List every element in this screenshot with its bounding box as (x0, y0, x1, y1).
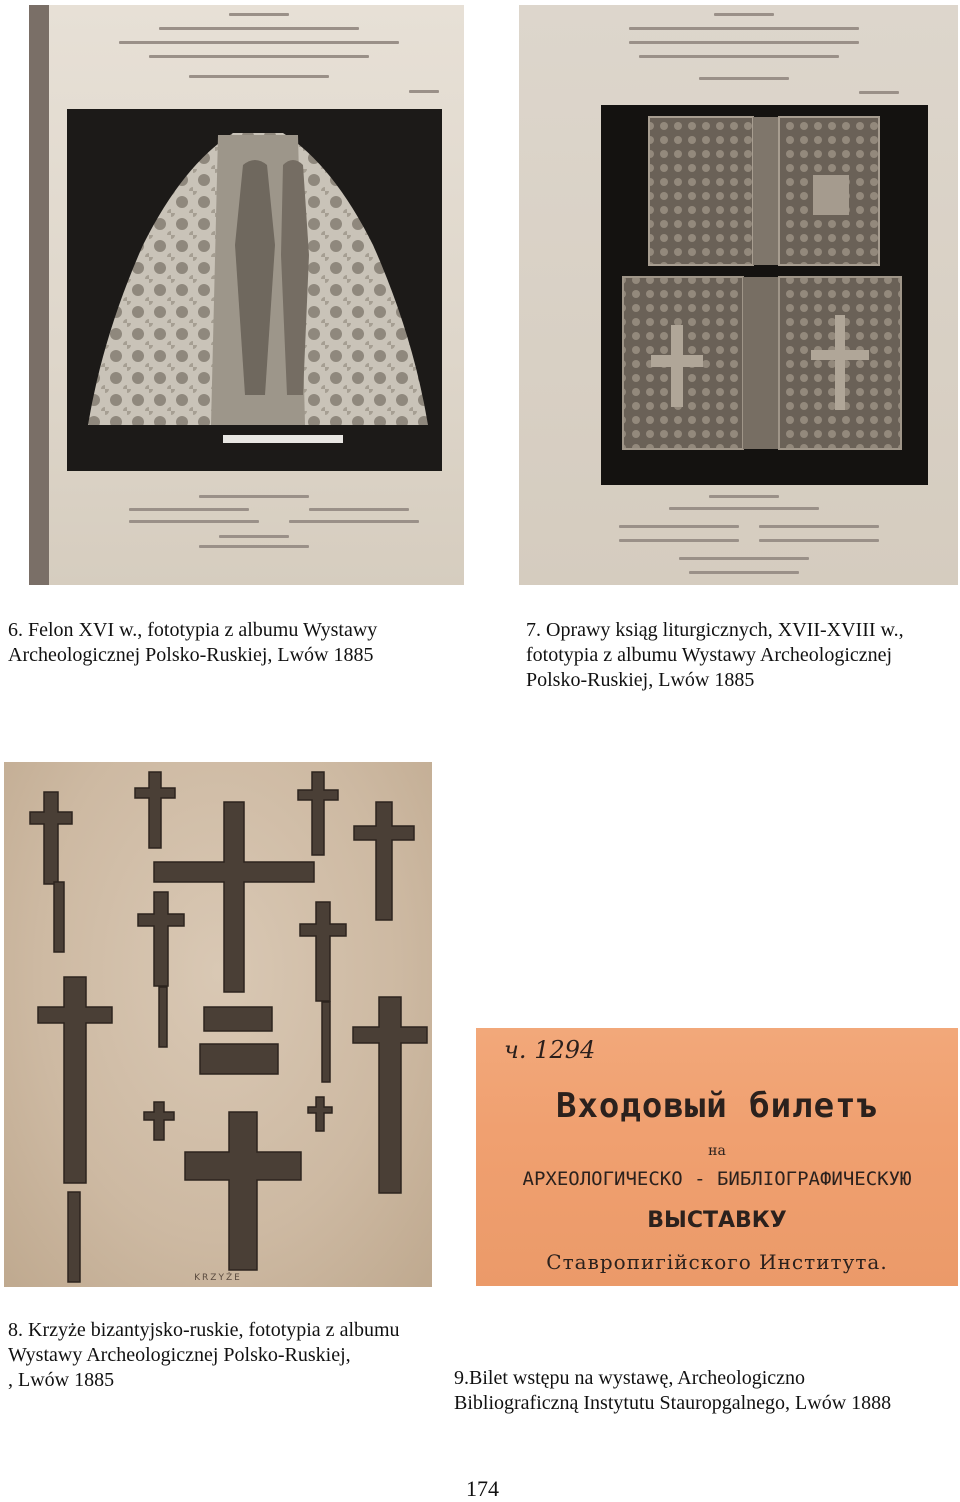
ticket-title: Входовый билетъ (555, 1086, 879, 1126)
caption-6: 6. Felon XVI w., fototypia z albumu Wystawy Archeologicznej Polsko-Ruskiej, Lwów 1885 (8, 619, 378, 666)
photo-crosses (4, 762, 432, 1287)
ticket-institute: Ставропигійского Института. (546, 1250, 888, 1274)
page-number: 174 (466, 1476, 499, 1501)
felon-vestment-image (83, 125, 433, 455)
crosses-image (4, 762, 432, 1287)
photo-bookbindings (519, 5, 958, 585)
bookbindings-image (601, 105, 928, 485)
photo-ticket (476, 1028, 958, 1286)
ticket-number: ч. 1294 (504, 1036, 596, 1064)
caption-9: 9.Bilet wstępu na wystawę, Archeologiczno Bibliograficzną Instytutu Stauropgalnego, Lwów 1888 (454, 1367, 892, 1414)
ticket-exhibition: ВЫСТАВКУ (647, 1208, 787, 1233)
ticket-preposition: на (708, 1143, 726, 1159)
ticket-exhibition-type: АРХЕОЛОГИЧЕСКО - БИБЛІОГРАФИЧЕСКУЮ (522, 1168, 912, 1190)
photo-felon (29, 5, 464, 585)
caption-7: 7. Oprawy ksiąg liturgicznych, XVII-XVIII w., fototypia z albumu Wystawy Archeologicznej Polsko-Ruskiej, Lwów 1885 (526, 619, 904, 691)
caption-8: 8. Krzyże bizantyjsko-ruskie, fototypia z albumu Wystawy Archeologicznej Polsko-Ruskiej, , Lwów 1885 (8, 1319, 400, 1391)
crosses-plate-label: KRZYŻE (194, 1273, 242, 1283)
